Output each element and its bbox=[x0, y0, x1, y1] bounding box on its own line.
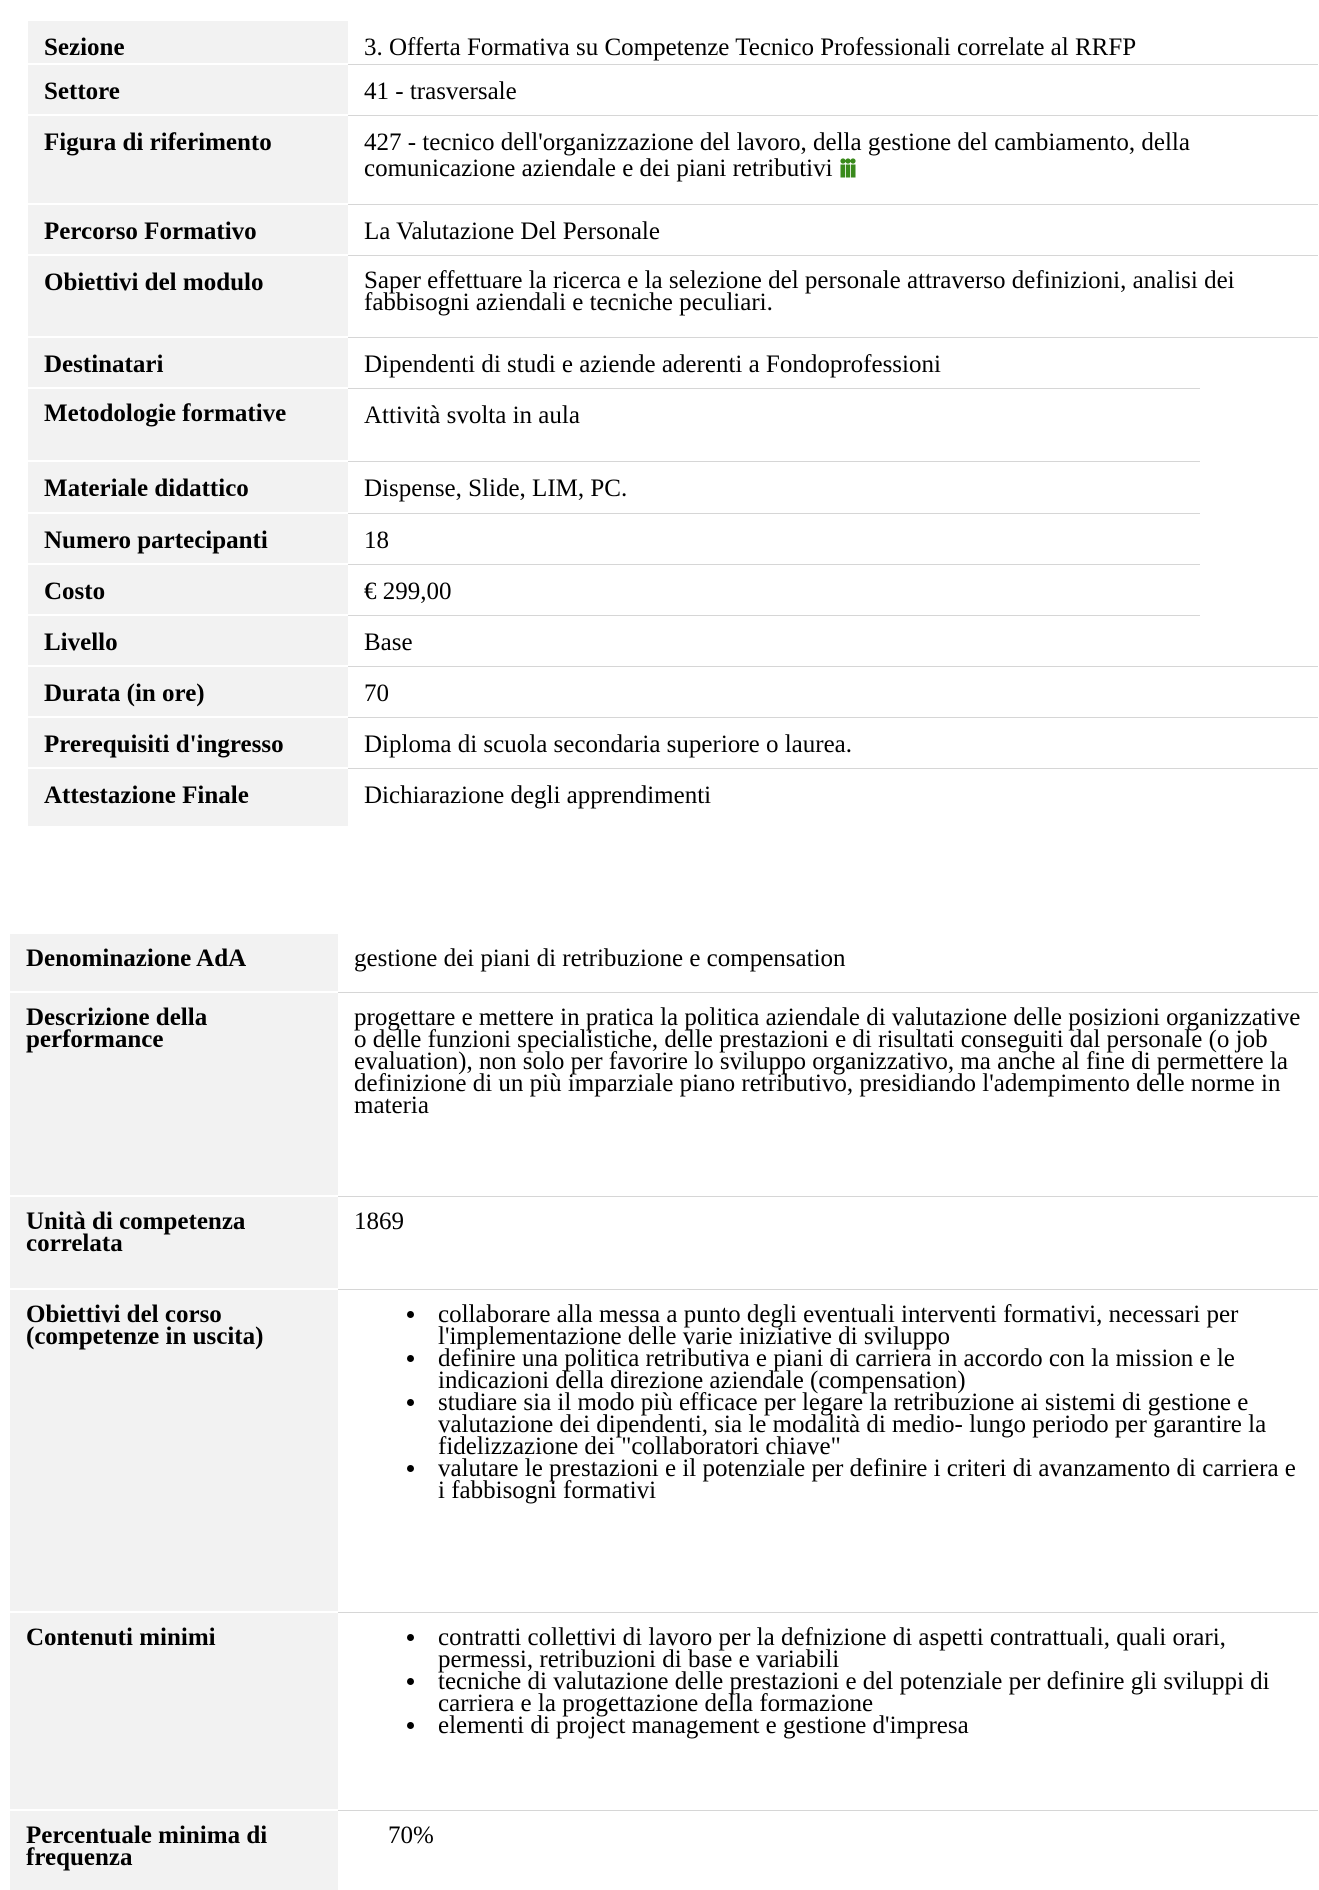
label-prerequisiti: Prerequisiti d'ingresso bbox=[28, 718, 348, 769]
label-settore: Settore bbox=[28, 65, 348, 116]
value-costo: € 299,00 bbox=[364, 578, 452, 605]
value-percorso: La Valutazione Del Personale bbox=[364, 218, 660, 245]
label-descrizione: Descrizione della performance bbox=[10, 993, 338, 1197]
row-destinatari bbox=[28, 338, 1318, 389]
row-materiale bbox=[28, 462, 1318, 514]
row-durata bbox=[28, 667, 1318, 718]
label-unita: Unità di competenza correlata bbox=[10, 1197, 338, 1290]
list-item: • tecniche di valutazione delle prestazioni e del potenziale per definire gli sviluppi di carriera e la progettazione della formazione bbox=[428, 1671, 1304, 1715]
value-denominazione: gestione dei piani di retribuzione e compensation bbox=[354, 945, 846, 972]
value-attestazione: Dichiarazione degli apprendimenti bbox=[364, 782, 712, 809]
label-metodologie: Metodologie formative bbox=[28, 389, 348, 462]
row-partecipanti bbox=[28, 514, 1318, 565]
label-figura: Figura di riferimento bbox=[28, 116, 348, 205]
value-prerequisiti: Diploma di scuola secondaria superiore o laurea. bbox=[364, 731, 853, 758]
label-percorso: Percorso Formativo bbox=[28, 205, 348, 256]
value-partecipanti: 18 bbox=[364, 527, 389, 554]
row-figura bbox=[28, 116, 1318, 205]
label-destinatari: Destinatari bbox=[28, 338, 348, 389]
row-frequenza bbox=[10, 1811, 1318, 1890]
value-descrizione: progettare e mettere in pratica la politica aziendale di valutazione delle posizioni organizzative o delle funzioni specialistiche, delle prestazioni e di risultati conseguiti dal personale (o job evaluation), non solo per favorire lo sviluppo organizzativo, ma anche al fine di permettere la definizione di un più imparziale piano retributivo, presidiando l'adempimento delle norme in materia bbox=[354, 1004, 1301, 1119]
value-frequenza: 70% bbox=[388, 1822, 434, 1849]
row-denominazione bbox=[10, 934, 1318, 993]
row-livello bbox=[28, 616, 1318, 667]
value-destinatari: Dipendenti di studi e aziende aderenti a Fondoprofessioni bbox=[364, 351, 941, 378]
label-sezione: Sezione bbox=[28, 21, 348, 65]
row-descrizione bbox=[10, 993, 1318, 1197]
value-materiale: Dispense, Slide, LIM, PC. bbox=[364, 475, 628, 502]
value-durata: 70 bbox=[364, 680, 389, 707]
value-unita: 1869 bbox=[354, 1208, 404, 1235]
list-item: • valutare le prestazioni e il potenziale per definire i criteri di avanzamento di carriera e i fabbisogni formativi bbox=[428, 1458, 1304, 1502]
value-livello: Base bbox=[364, 629, 413, 656]
label-obiettivi-corso: Obiettivi del corso (competenze in uscita) bbox=[10, 1290, 338, 1613]
row-contenuti bbox=[10, 1613, 1318, 1811]
row-obiettivi-modulo bbox=[28, 256, 1318, 338]
ada-details-table bbox=[10, 934, 1318, 1890]
label-obiettivi-modulo: Obiettivi del modulo bbox=[28, 256, 348, 338]
value-metodologie: Attività svolta in aula bbox=[364, 402, 580, 429]
label-livello: Livello bbox=[28, 616, 348, 667]
label-frequenza: Percentuale minima di frequenza bbox=[10, 1811, 338, 1890]
row-obiettivi-corso bbox=[10, 1290, 1318, 1613]
course-details-table bbox=[28, 21, 1318, 826]
label-partecipanti: Numero partecipanti bbox=[28, 514, 348, 565]
list-item: • collaborare alla messa a punto degli eventuali interventi formativi, necessari per l'implementazione delle varie iniziative di sviluppo bbox=[428, 1304, 1304, 1348]
label-denominazione: Denominazione AdA bbox=[10, 934, 338, 993]
row-costo bbox=[28, 565, 1318, 616]
row-percorso bbox=[28, 205, 1318, 256]
value-sezione: 3. Offerta Formativa su Competenze Tecnico Professionali correlate al RRFP bbox=[364, 34, 1137, 61]
label-costo: Costo bbox=[28, 565, 348, 616]
contenuti-list bbox=[354, 1624, 1304, 1739]
label-attestazione: Attestazione Finale bbox=[28, 769, 348, 826]
row-unita bbox=[10, 1197, 1318, 1290]
list-item: • studiare sia il modo più efficace per legare la retribuzione ai sistemi di gestione e valutazione dei dipendenti, sia le modalità di medio- lungo periodo per garantire la fidelizzazione dei "collaboratori chiave" bbox=[428, 1392, 1304, 1458]
label-materiale: Materiale didattico bbox=[28, 462, 348, 514]
row-sezione bbox=[28, 21, 1318, 65]
value-contenuti bbox=[338, 1613, 1318, 1811]
figura-text: 427 - tecnico dell'organizzazione del lavoro, della gestione del cambiamento, della comunicazione aziendale e dei piani retributivi bbox=[364, 129, 1190, 182]
label-contenuti: Contenuti minimi bbox=[10, 1613, 338, 1811]
list-item: • definire una politica retributiva e piani di carriera in accordo con la mission e le indicazioni della direzione aziendale (compensation) bbox=[428, 1348, 1304, 1392]
obiettivi-list bbox=[354, 1301, 1304, 1504]
list-item: • contratti collettivi di lavoro per la defnizione di aspetti contrattuali, quali orari, permessi, retribuzioni di base e variabili bbox=[428, 1627, 1304, 1671]
value-settore: 41 - trasversale bbox=[364, 78, 517, 105]
row-prerequisiti bbox=[28, 718, 1318, 769]
row-attestazione bbox=[28, 769, 1318, 826]
row-metodologie bbox=[28, 389, 1318, 462]
list-item: • elementi di project management e gestione d'impresa bbox=[428, 1715, 1304, 1737]
label-durata: Durata (in ore) bbox=[28, 667, 348, 718]
value-obiettivi-corso bbox=[338, 1290, 1318, 1613]
value-figura bbox=[348, 116, 1318, 205]
row-settore bbox=[28, 65, 1318, 116]
people-group-icon[interactable] bbox=[839, 158, 857, 184]
value-obiettivi-modulo: Saper effettuare la ricerca e la selezione del personale attraverso definizioni, analisi dei fabbisogni aziendali e tecniche peculiari. bbox=[364, 267, 1235, 316]
